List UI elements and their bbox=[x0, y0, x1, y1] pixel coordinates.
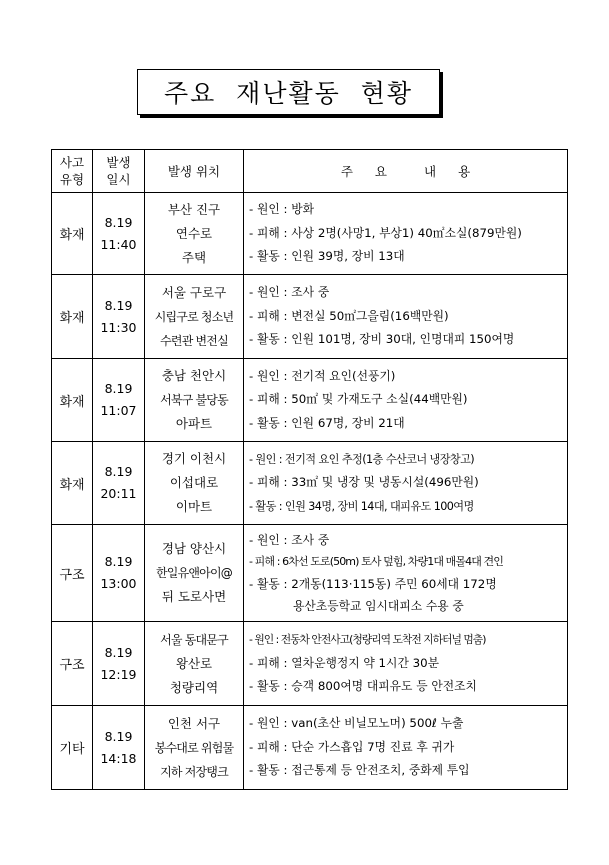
page-title: 주요 재난활동 현황 bbox=[137, 69, 440, 115]
table-header-row bbox=[52, 150, 568, 193]
location-line: 이마트 bbox=[175, 499, 213, 514]
cause-line: - 원인 : 전기적 요인 추정(1층 수산코너 냉장창고) bbox=[249, 452, 475, 466]
header-accident-type bbox=[52, 150, 93, 193]
location-line: 한일유앤아이@ bbox=[156, 566, 232, 580]
accident-type-cell: 기타 bbox=[52, 706, 93, 790]
content-cell bbox=[244, 525, 568, 622]
location-line: 서북구 불당동 bbox=[160, 393, 228, 407]
cause-line: - 원인 : van(초산 비닐모노머) 500ℓ 누출 bbox=[249, 716, 464, 731]
accident-type-cell: 화재 bbox=[52, 275, 93, 359]
location-line: 수련관 변전실 bbox=[160, 333, 228, 348]
content-cell bbox=[244, 622, 568, 706]
damage-line: - 피해 : 단순 가스흡입 7명 진료 후 귀가 bbox=[249, 739, 455, 754]
location-line: 청량리역 bbox=[169, 679, 219, 695]
date-text: 8.19 bbox=[104, 464, 133, 479]
header-type-line: 사고 bbox=[59, 155, 85, 170]
activity-line: - 활동 : 인원 101명, 장비 30대, 인명대피 150여명 bbox=[249, 332, 515, 347]
date-text: 8.19 bbox=[104, 214, 133, 230]
disaster-activity-table bbox=[51, 149, 568, 790]
activity-line: - 활동 : 접근통제 등 안전조치, 중화제 투입 bbox=[249, 763, 470, 778]
date-text: 8.19 bbox=[104, 297, 133, 313]
location-cell bbox=[145, 622, 244, 706]
datetime-cell bbox=[93, 525, 145, 622]
date-text: 8.19 bbox=[104, 554, 133, 569]
location-line: 인천 서구 bbox=[167, 715, 221, 731]
time-text: 12:19 bbox=[100, 666, 137, 682]
accident-type-cell: 화재 bbox=[52, 359, 93, 442]
header-content-char: 내 bbox=[424, 163, 437, 179]
location-line: 주택 bbox=[181, 249, 207, 265]
header-type-line: 유형 bbox=[59, 172, 85, 187]
date-text: 8.19 bbox=[104, 728, 133, 744]
cause-line: - 원인 : 전기적 요인(선풍기) bbox=[249, 368, 396, 383]
content-cell bbox=[244, 706, 568, 790]
location-line: 시립구로 청소년 bbox=[154, 309, 234, 324]
location-line: 서울 동대문구 bbox=[160, 632, 228, 647]
damage-line: - 피해 : 열차운행정지 약 1시간 30분 bbox=[249, 655, 439, 670]
location-line: 아파트 bbox=[175, 416, 213, 431]
header-date-line: 발생 bbox=[106, 155, 131, 170]
location-line: 연수로 bbox=[175, 225, 213, 241]
damage-line: - 피해 : 50㎡ 및 가재도구 소실(44백만원) bbox=[249, 392, 468, 407]
table-row bbox=[52, 525, 568, 622]
damage-line: - 피해 : 변전실 50㎡그을림(16백만원) bbox=[249, 308, 449, 323]
header-occurrence-datetime bbox=[93, 150, 145, 193]
location-line: 경기 이천시 bbox=[161, 451, 227, 466]
accident-type-cell: 화재 bbox=[52, 193, 93, 275]
location-line: 이섭대로 bbox=[169, 475, 219, 490]
location-line: 봉수대로 위험물 bbox=[154, 740, 234, 755]
table-row bbox=[52, 706, 568, 790]
time-text: 13:00 bbox=[100, 576, 137, 591]
table-row bbox=[52, 193, 568, 275]
header-content-char: 주 bbox=[340, 163, 353, 179]
location-line: 뒤 도로사면 bbox=[161, 589, 227, 604]
damage-line: - 피해 : 6차선 도로(50m) 토사 덮힘, 차량1대 매몰4대 견인 bbox=[249, 555, 503, 568]
location-line: 부산 진구 bbox=[167, 201, 221, 217]
datetime-cell bbox=[93, 442, 145, 525]
location-cell bbox=[145, 525, 244, 622]
location-cell bbox=[145, 193, 244, 275]
datetime-cell bbox=[93, 193, 145, 275]
location-line: 지하 저장탱크 bbox=[160, 764, 228, 779]
header-location: 발생 위치 bbox=[145, 150, 244, 193]
header-main-content bbox=[244, 150, 568, 193]
accident-type-cell: 구조 bbox=[52, 525, 93, 622]
location-line: 충남 천안시 bbox=[161, 368, 227, 383]
activity-line: - 활동 : 2개동(113·115동) 주민 60세대 172명 bbox=[249, 577, 497, 591]
location-line: 왕산로 bbox=[175, 655, 213, 671]
datetime-cell bbox=[93, 275, 145, 359]
header-content-char: 요 bbox=[374, 163, 387, 179]
time-text: 11:30 bbox=[100, 319, 137, 335]
table-row bbox=[52, 622, 568, 706]
content-cell bbox=[244, 275, 568, 359]
cause-line: - 원인 : 조사 중 bbox=[249, 285, 330, 300]
location-cell bbox=[145, 442, 244, 525]
cause-line: - 원인 : 전동차 안전사고(청량리역 도착전 지하터널 멈춤) bbox=[249, 633, 486, 647]
table-row bbox=[52, 359, 568, 442]
location-line: 서울 구로구 bbox=[161, 284, 227, 300]
table-row bbox=[52, 275, 568, 359]
date-text: 8.19 bbox=[104, 644, 133, 660]
cause-line: - 원인 : 방화 bbox=[249, 202, 315, 217]
location-line: 경남 양산시 bbox=[161, 541, 227, 556]
location-cell bbox=[145, 275, 244, 359]
activity-line: - 활동 : 인원 67명, 장비 21대 bbox=[249, 415, 405, 430]
activity-line-continued: 용산초등학교 임시대피소 수용 중 bbox=[293, 599, 464, 613]
datetime-cell bbox=[93, 706, 145, 790]
time-text: 11:40 bbox=[100, 236, 137, 252]
header-content-char: 용 bbox=[458, 163, 471, 179]
datetime-cell bbox=[93, 359, 145, 442]
date-text: 8.19 bbox=[104, 381, 133, 396]
header-date-line: 일시 bbox=[106, 172, 131, 187]
damage-line: - 피해 : 사상 2명(사망1, 부상1) 40㎡소실(879만원) bbox=[249, 225, 522, 240]
time-text: 11:07 bbox=[100, 403, 137, 418]
damage-line: - 피해 : 33㎡ 및 냉장 및 냉동시설(496만원) bbox=[249, 475, 479, 490]
activity-line: - 활동 : 인원 34명, 장비 14대, 대피유도 100여명 bbox=[249, 499, 474, 513]
activity-line: - 활동 : 인원 39명, 장비 13대 bbox=[249, 249, 405, 264]
location-cell bbox=[145, 359, 244, 442]
cause-line: - 원인 : 조사 중 bbox=[249, 533, 330, 547]
accident-type-cell: 화재 bbox=[52, 442, 93, 525]
location-cell bbox=[145, 706, 244, 790]
accident-type-cell: 구조 bbox=[52, 622, 93, 706]
time-text: 20:11 bbox=[100, 486, 137, 501]
datetime-cell bbox=[93, 622, 145, 706]
content-cell bbox=[244, 442, 568, 525]
activity-line: - 활동 : 승객 800여명 대피유도 등 안전조치 bbox=[249, 679, 477, 694]
time-text: 14:18 bbox=[100, 750, 137, 766]
content-cell bbox=[244, 193, 568, 275]
content-cell bbox=[244, 359, 568, 442]
table-row bbox=[52, 442, 568, 525]
